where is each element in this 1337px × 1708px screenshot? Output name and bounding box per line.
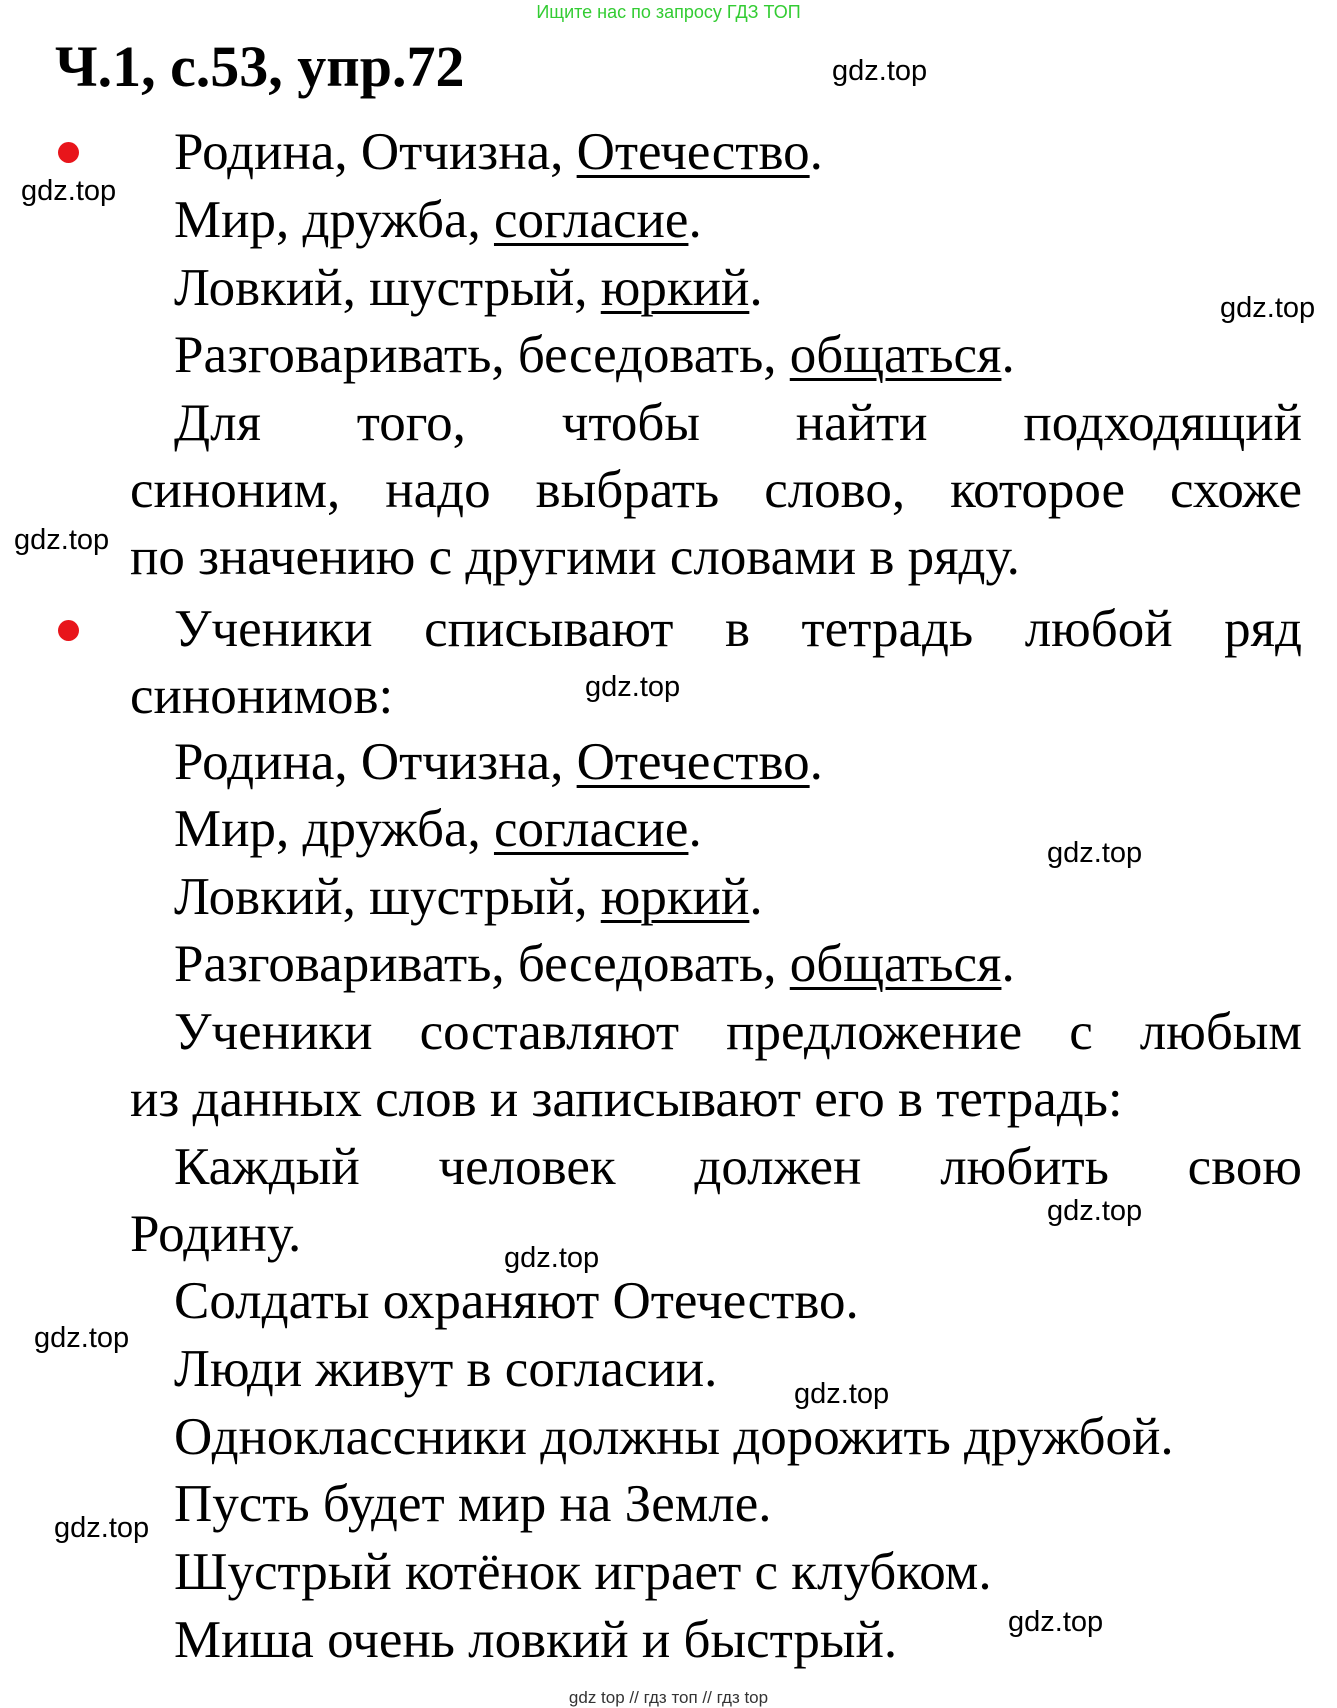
example-sentence: Люди живут в согласии. — [174, 1340, 718, 1398]
underlined-word: юркий — [600, 259, 750, 317]
synonym-row-1: Родина, Отчизна, Отечество. — [174, 123, 823, 181]
example-sentence: Одноклассники должны дорожить дружбой. — [174, 1408, 1174, 1466]
underlined-word: юркий — [600, 868, 750, 926]
synonym-row-4: Разговаривать, беседовать, общаться. — [174, 935, 1015, 993]
underlined-word: Отечество — [576, 733, 810, 791]
paragraph-1-line-2: синоним, надо выбрать слово, которое схоже — [130, 461, 1302, 519]
synonym-row-1: Родина, Отчизна, Отечество. — [174, 733, 823, 791]
exercise-title: Ч.1, с.53, упр.72 — [55, 34, 465, 99]
watermark: gdz.top — [54, 1512, 150, 1544]
paragraph-1-line-1: Для того, чтобы найти подходящий — [174, 394, 1302, 452]
underlined-word: общаться — [789, 935, 1002, 993]
example-sentence: Пусть будет мир на Земле. — [174, 1475, 772, 1533]
paragraph-4-line-1: Каждый человек должен любить свою — [174, 1138, 1302, 1196]
watermark: gdz.top — [832, 55, 928, 87]
watermark: gdz.top — [1008, 1606, 1104, 1638]
paragraph-1-line-3: по значению с другими словами в ряду. — [130, 528, 1020, 586]
watermark: gdz.top — [504, 1242, 600, 1274]
example-sentence: Шустрый котёнок играет с клубком. — [174, 1543, 992, 1601]
watermark: gdz.top — [1220, 292, 1316, 324]
watermark: gdz.top — [34, 1322, 130, 1354]
watermark: gdz.top — [21, 175, 117, 207]
underlined-word: Отечество — [576, 123, 810, 181]
footer-watermark: gdz top // гдз топ // гдз top — [568, 1688, 769, 1707]
example-sentence: Солдаты охраняют Отечество. — [174, 1272, 859, 1330]
watermark: gdz.top — [14, 524, 110, 556]
watermark: gdz.top — [794, 1378, 890, 1410]
synonym-row-4: Разговаривать, беседовать, общаться. — [174, 326, 1015, 384]
synonym-row-2: Мир, дружба, согласие. — [174, 191, 702, 249]
bullet-marker — [58, 142, 79, 163]
paragraph-3-line-2: из данных слов и записывают его в тетрадь: — [130, 1070, 1123, 1128]
synonym-row-2: Мир, дружба, согласие. — [174, 800, 702, 858]
bullet-marker — [58, 620, 79, 641]
example-sentence: Миша очень ловкий и быстрый. — [174, 1611, 898, 1669]
search-hint: Ищите нас по запросу ГДЗ ТОП — [536, 2, 801, 22]
paragraph-2-line-2: синонимов: — [130, 667, 394, 725]
underlined-word: согласие — [493, 191, 689, 249]
watermark: gdz.top — [1047, 1195, 1143, 1227]
underlined-word: согласие — [493, 800, 689, 858]
paragraph-3-line-1: Ученики составляют предложение с любым — [174, 1003, 1302, 1061]
watermark: gdz.top — [585, 671, 681, 703]
synonym-row-3: Ловкий, шустрый, юркий. — [174, 259, 763, 317]
underlined-word: общаться — [789, 326, 1002, 384]
synonym-row-3: Ловкий, шустрый, юркий. — [174, 868, 763, 926]
paragraph-2-line-1: Ученики списывают в тетрадь любой ряд — [174, 600, 1302, 658]
watermark: gdz.top — [1047, 837, 1143, 869]
paragraph-4-line-2: Родину. — [130, 1205, 302, 1263]
